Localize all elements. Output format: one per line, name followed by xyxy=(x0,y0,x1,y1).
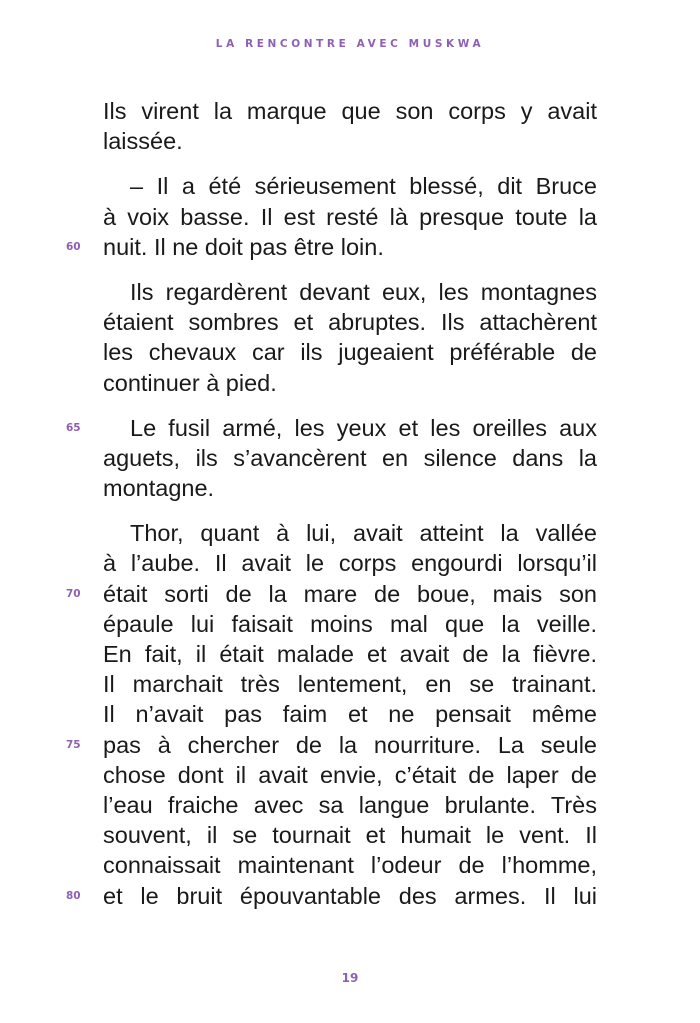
text-line: 75 pas à chercher de la nourriture. La seule xyxy=(103,730,597,760)
text-line: – Il a été sérieusement blessé, dit Bruce xyxy=(130,173,597,200)
text-line: laissée. xyxy=(103,128,183,155)
text-line: les chevaux car ils jugeaient préférable de xyxy=(103,339,597,366)
text-line: aguets, ils s’avancèrent en silence dans la xyxy=(103,444,597,471)
text-line: continuer à pied. xyxy=(103,369,277,396)
line-number: 65 xyxy=(66,421,81,434)
text-line: 70 était sorti de la mare de boue, mais son xyxy=(103,579,597,609)
line-number: 80 xyxy=(66,889,81,902)
text-line: Il marchait très lentement, en se trainant. xyxy=(103,671,597,698)
text-line: chose dont il avait envie, c’était de laper de xyxy=(103,761,597,788)
line-number: 60 xyxy=(66,240,81,253)
text-line: 60 nuit. Il ne doit pas être loin. xyxy=(103,232,597,262)
text-line: souvent, il se tournait et humait le vent. Il xyxy=(103,822,597,849)
text-line: montagne. xyxy=(103,475,215,502)
running-header: LA RENCONTRE AVEC MUSKWA xyxy=(215,38,485,50)
text-line: à l’aube. Il avait le corps engourdi lorsqu’il xyxy=(103,550,597,577)
text-line: étaient sombres et abruptes. Ils attachèrent xyxy=(103,309,597,336)
body-text xyxy=(66,96,597,911)
text-line: Ils regardèrent devant eux, les montagnes xyxy=(130,278,597,305)
text-line: connaissait maintenant l’odeur de l’homme, xyxy=(103,852,597,879)
text-line: En fait, il était malade et avait de la fièvre. xyxy=(103,641,597,667)
text-line: Il n’avait pas faim et ne pensait même xyxy=(103,701,597,728)
text-line: 65 Le fusil armé, les yeux et les oreilles aux xyxy=(103,413,597,443)
text-line: épaule lui faisait moins mal que la veille. xyxy=(103,610,597,637)
text-line: l’eau fraiche avec sa langue brulante. Très xyxy=(103,791,597,818)
text-line: Thor, quant à lui, avait atteint la vallée xyxy=(130,520,597,547)
text-line: à voix basse. Il est resté là presque toute la xyxy=(103,203,597,230)
text-line: Ils virent la marque que son corps y avait xyxy=(103,98,597,124)
line-number: 75 xyxy=(66,738,81,751)
page-number: 19 xyxy=(341,971,359,985)
text-line: 80 et le bruit épouvantable des armes. Il lui xyxy=(103,881,597,911)
line-number: 70 xyxy=(66,587,81,600)
